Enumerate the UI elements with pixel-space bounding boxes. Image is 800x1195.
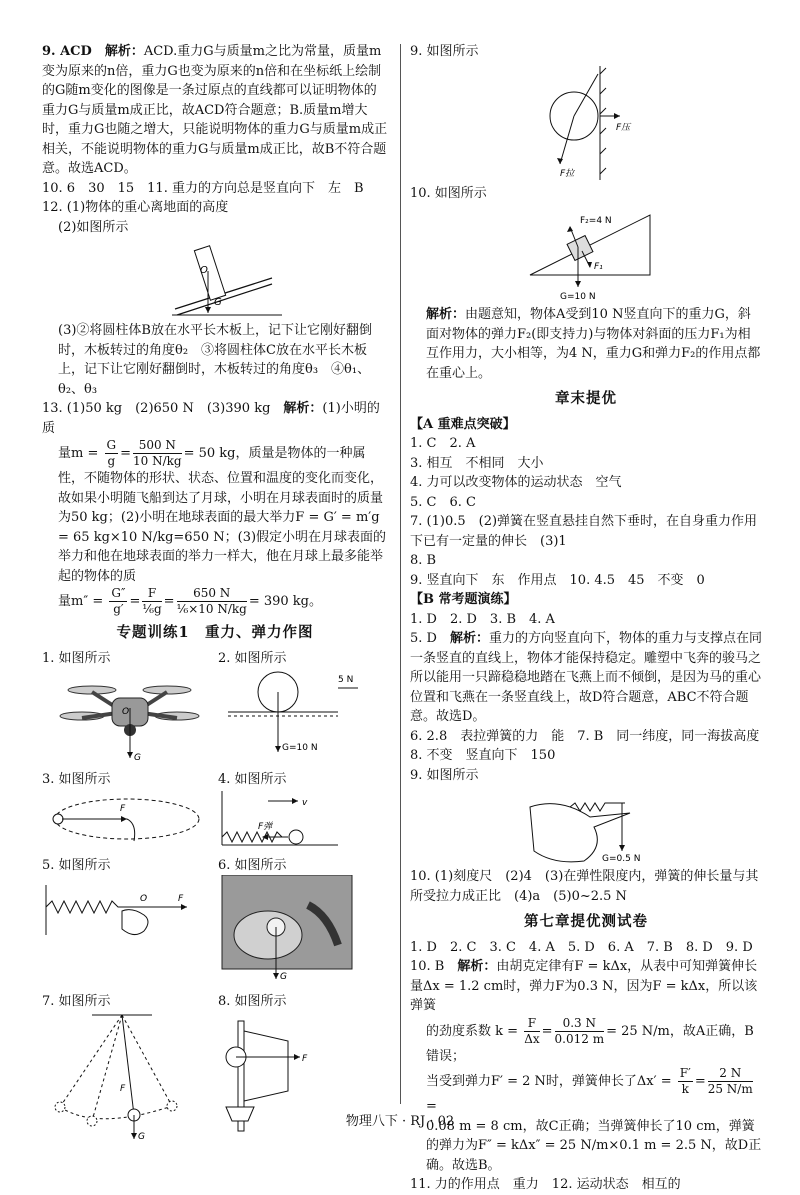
svg-text:F弹: F弹 [258, 822, 273, 832]
svg-text:G: G [134, 753, 141, 763]
left-column [42, 42, 388, 1148]
t-answers-1-9: 1. D 2. C 3. C 4. A 5. D 6. A 7. B 8. D 9. D [410, 939, 753, 955]
wall-ball-figure [410, 64, 762, 182]
svg-text:G: G [214, 297, 222, 308]
figure-caption-10: 10. 如图所示 [410, 185, 487, 201]
incline-figure [410, 205, 762, 303]
section-title-chapter-end: 章末提优 [555, 390, 617, 407]
spring-pull-figure [42, 875, 212, 955]
svg-text:F: F [120, 804, 126, 814]
q10-answer: 10. 6 30 15 11. 重力的方向总是竖直向下 左 B [42, 180, 364, 196]
figure-caption-9: 9. 如图所示 [410, 44, 479, 59]
t-answer-11: 11. 力的作用点 重力 12. 运动状态 相互的 [410, 1177, 681, 1192]
q12-figure [42, 239, 388, 319]
tennis-photo-figure [218, 875, 388, 985]
t10-k-formula: 的劲度系数 k = $\frac{F}{\Delta x}$ = $\frac{0.3 N}{0.012 m}$ = 25 N/m，故A正确，B错误； [426, 1015, 754, 1064]
column-divider [400, 44, 401, 1104]
svg-text:O: O [200, 265, 208, 276]
g-label: G=10 N [560, 292, 596, 302]
q12-part1: 12. (1)物体的重心离地面的高度 [42, 200, 229, 215]
b-answer-5: 5. D 解析：重力的方向竖直向下，物体的重力与支撑点在同一条竖直的直线上，物体才能保持稳定。雕塑中飞奔的骏马之所以能用一只蹄稳稳地踏在飞燕上而不倾倒，是因为马的重心位置和飞燕在一条竖直线上，故D符合题意，ABC不符合题意。故选D。 [410, 631, 762, 724]
svg-text:F: F [120, 1084, 126, 1094]
figure-caption-3: 3. 如图所示 [42, 771, 111, 787]
section-title-special-training: 专题训练1 重力、弹力作图 [116, 624, 314, 641]
b-answer-8: 8. 不变 竖直向下 150 [410, 748, 556, 763]
q12-part3: (3)②将圆柱体B放在水平长木板上，记下让它刚好翻倒时，木板转过的角度θ₂ ③将圆柱体C放在水平长木板上，记下让它刚好翻倒时，木板转过的角度θ₃ ④θ₁、θ₂、θ₃ [58, 323, 372, 397]
svg-text:F拉: F拉 [560, 168, 575, 179]
svg-text:F: F [302, 1054, 308, 1064]
right-column [410, 42, 762, 1195]
spring-g-label: G=0.5 N [602, 854, 641, 864]
figure-caption-8: 8. 如图所示 [218, 993, 287, 1009]
hand-spring-figure [410, 787, 762, 865]
figure-caption-1: 1. 如图所示 [42, 650, 111, 666]
spring-block-figure [218, 789, 388, 849]
scale-label: 5 N [338, 675, 354, 685]
t-answer-10: 10. B 解析：由胡克定律有F = kΔx，从表中可知弹簧伸长量Δx = 1.2 cm时，弹力F为0.3 N，因为F = kΔx，所以该弹簧 [410, 959, 758, 1013]
b-answer-1: 1. D 2. D 3. B 4. A [410, 611, 555, 627]
a-answer-8: 8. B [410, 553, 437, 568]
q10-analysis: 解析：由题意知，物体A受到10 N竖直向下的重力G，斜面对物体的弹力F₂(即支持力)与物体对斜面的压力F₁为相互作用力，大小相等，为4 N，重力G和弹力F₂的作用点都在重心上。 [426, 307, 761, 381]
t10-conclusion: 0.08 m = 8 cm，故C正确；当弹簧伸长了10 cm，弹簧的弹力为F″ = kΔx″ = 25 N/m×0.1 m = 2.5 N，故D正确。故选B。 [426, 1118, 762, 1173]
b-answer-9: 9. 如图所示 [410, 767, 479, 783]
svg-text:G: G [138, 1132, 145, 1141]
figure-caption-6: 6. 如图所示 [218, 857, 287, 873]
q12-part2: (2)如图所示 [58, 219, 129, 235]
b-answer-10: 10. (1)刻度尺 (2)4 (3)在弹性限度内，弹簧的伸长量与其所受拉力成正比 (4)a (5)0~2.5 N [410, 869, 759, 904]
figure-caption-7: 7. 如图所示 [42, 993, 111, 1009]
t10-x-formula: 当受到弹力F′ = 2 N时，弹簧伸长了Δx′ = $\frac{F'}{k}$ = $\frac{2 N}{25 N/m}$ = [426, 1066, 753, 1114]
svg-text:O: O [122, 707, 130, 717]
q9-answer: 9. ACD 解析：ACD.重力G与质量m之比为常量，质量m变为原来的n倍，重力G也变为原来的n倍和在坐标纸上绘制的G随m变化的图像是一条过原点的直线都可以证明物体的重力G与质量m成正比，故ACD符合题意；B.质量m增大时，重力G也随之增大，只能说明物体的重力G与质量m成正相关，不能说明物体的重力G与质量m成正比，故B不符合题意。故选ACD。 [42, 44, 388, 176]
subsection-b: 【B 常考题演练】 [410, 592, 517, 607]
b-answer-6: 6. 2.8 表拉弹簧的力 能 7. B 同一纬度，同一海拔高度 [410, 728, 760, 744]
drone-figure [42, 668, 212, 763]
figure-caption-5: 5. 如图所示 [42, 857, 111, 873]
subsection-a: 【A 重难点突破】 [410, 416, 516, 432]
tilted-board-diagram [42, 239, 388, 319]
figure-caption-4: 4. 如图所示 [218, 771, 287, 787]
page-footer: 物理八下 · RJ · 02 [345, 1114, 455, 1129]
section-title-chapter-test: 第七章提优测试卷 [524, 913, 648, 930]
a-answer-9: 9. 竖直向下 东 作用点 10. 4.5 45 不变 0 [410, 572, 705, 588]
ball-on-ground-figure [218, 668, 388, 763]
svg-text:F压: F压 [616, 122, 631, 133]
svg-text:v: v [302, 798, 308, 808]
gravity-label: G=10 N [282, 743, 318, 753]
figure-row-2 [42, 770, 388, 856]
a-answer-3: 3. 相互 不相同 大小 [410, 455, 544, 471]
a-answer-5: 5. C 6. C [410, 494, 476, 510]
f2-label: F₂=4 N [580, 216, 612, 226]
q13-answer-head: 13. (1)50 kg (2)650 N (3)390 kg 解析：(1)小明的质 [42, 401, 380, 436]
svg-text:O: O [140, 894, 148, 904]
a-answer-4: 4. 力可以改变物体的运动状态 空气 [410, 475, 622, 490]
a-answer-1: 1. C 2. A [410, 436, 476, 451]
svg-text:F₁: F₁ [594, 262, 603, 272]
svg-text:F: F [178, 894, 184, 904]
q13-moon-formula: 量m″ = $\frac{G''}{g'}$ = $\frac{F}{\text{⅙g}}$ = $\frac{650 N}{\text{⅙×10 N/kg}}$ = 390 kg。 [58, 586, 322, 616]
svg-text:G: G [280, 972, 287, 982]
circular-motion-figure [42, 789, 212, 849]
a-answer-7: 7. (1)0.5 (2)弹簧在竖直悬挂自然下垂时，在自身重力作用下已有一定量的伸长 (3)1 [410, 514, 758, 549]
figure-row-1 [42, 649, 388, 770]
figure-row-3 [42, 856, 388, 992]
figure-caption-2: 2. 如图所示 [218, 650, 287, 666]
q13-mass-formula: 量m = $\frac{G}{g}$ = $\frac{500 N}{10 N/kg}$ = 50 kg，质量是物体的一种属性，不随物体的形状、状态、位置和温度的变化而变化，故如果小明随飞船到达了月球，小明在月球表面时的质量为50 kg；(2)小明在地球表面的最大举力F = G′ = m′g = 65 kg×10 N/kg=650 N；(3)假定小明在月球表面的举力和他在地球表面的举力一样大，他在月球上最多能举起的物体的质 [58, 438, 387, 584]
